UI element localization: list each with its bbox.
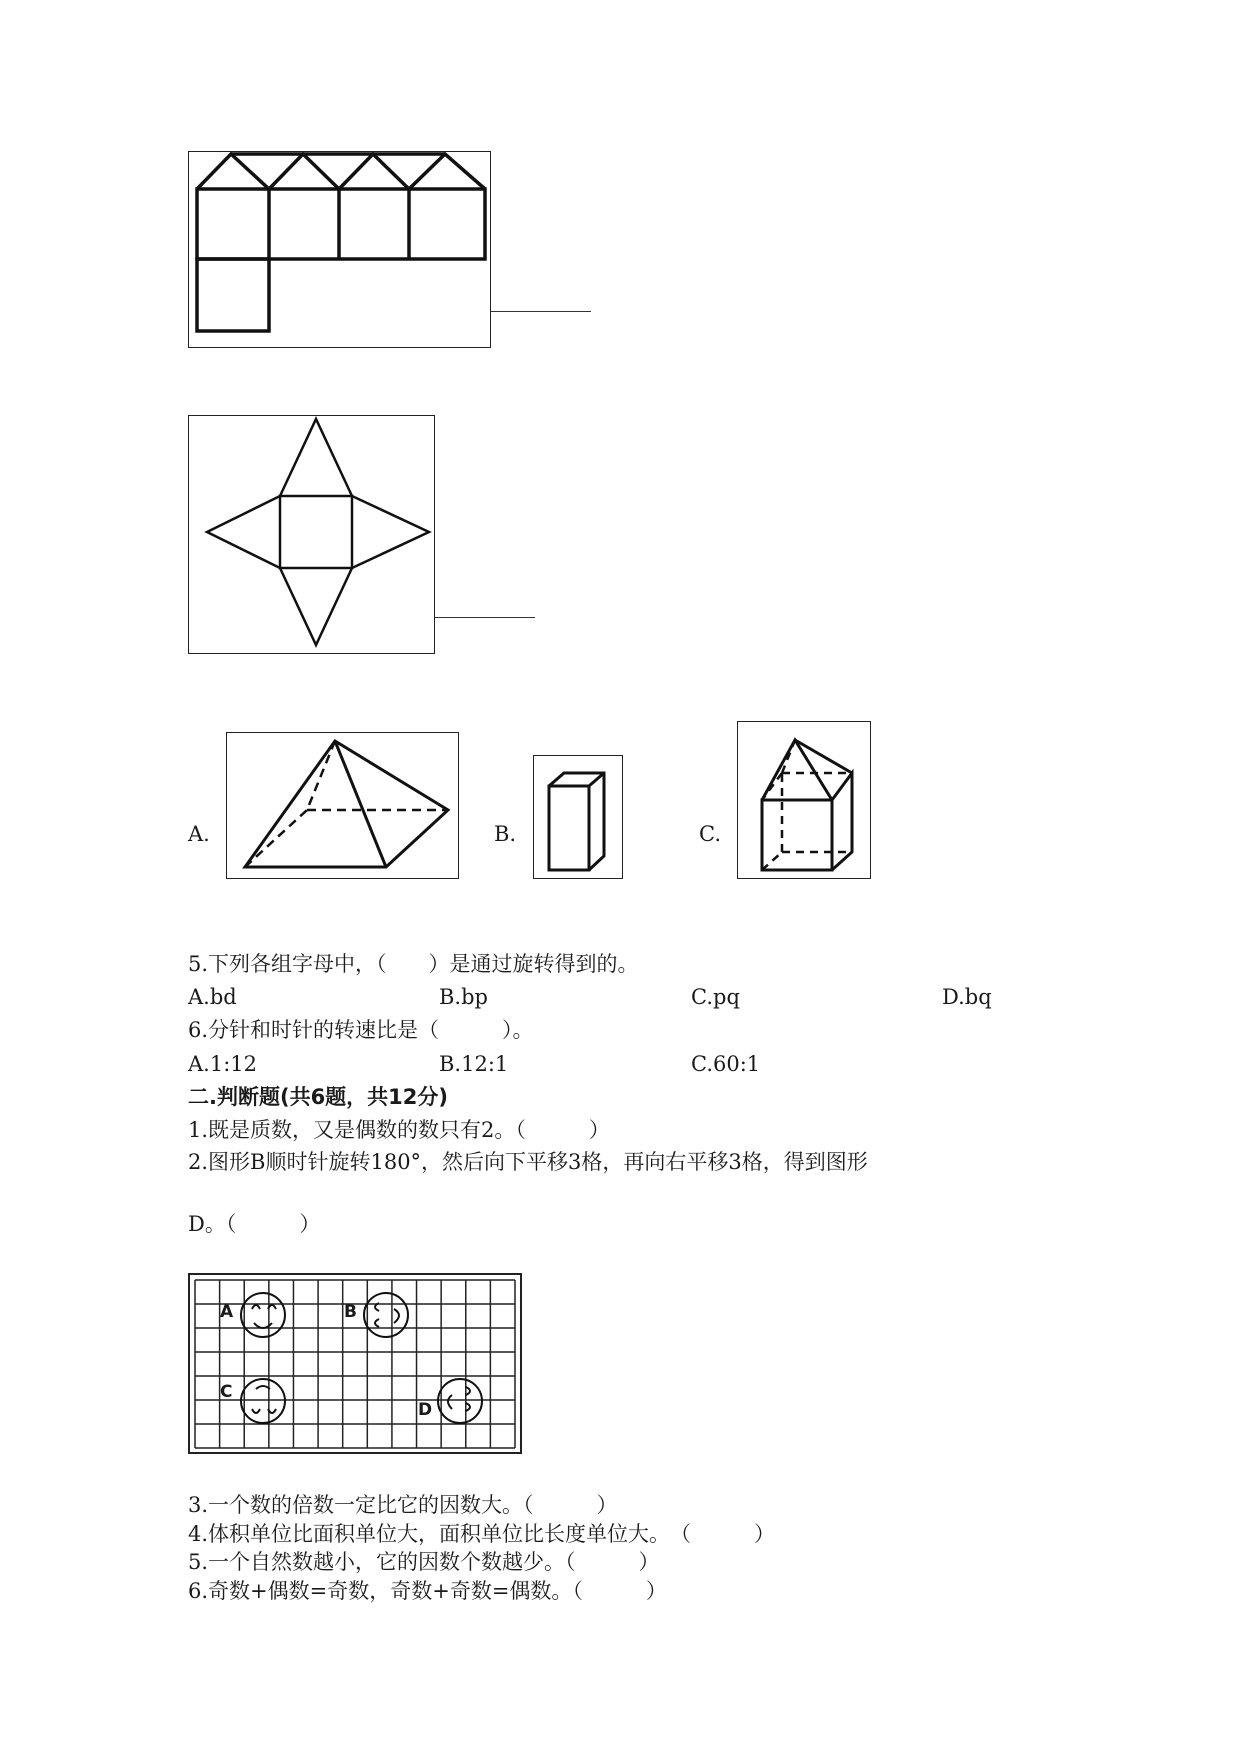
figure-pyramid-net	[188, 415, 435, 654]
question-6-text: 6.分针和时针的转速比是（ ）。	[188, 1018, 534, 1042]
q5-option-d[interactable]: D.bq	[942, 985, 992, 1009]
q5-option-a[interactable]: A.bd	[188, 985, 237, 1009]
question-5-text: 5.下列各组字母中，（ ）是通过旋转得到的。	[188, 952, 639, 976]
pyramid-drawing	[227, 733, 460, 880]
q6-option-c[interactable]: C.60:1	[691, 1052, 761, 1076]
figure-option-a-pyramid[interactable]	[226, 732, 459, 879]
option-a-label: A.	[188, 822, 210, 846]
q5-option-b[interactable]: B.bp	[439, 985, 488, 1009]
option-b-label: B.	[494, 822, 517, 846]
q5-option-c[interactable]: C.pq	[691, 985, 740, 1009]
answer-line-2[interactable]	[435, 617, 535, 618]
prism-net-drawing	[189, 152, 492, 349]
answer-line-1[interactable]	[491, 311, 591, 312]
section-judge-title: 二.判断题(共6题，共12分)	[188, 1085, 449, 1109]
judge-question-2-line-2: D。（ ）	[188, 1212, 321, 1236]
shape-b-circle	[364, 1293, 408, 1337]
judge-question-2-line-1: 2.图形B顺时针旋转180°，然后向下平移3格，再向右平移3格，得到图形	[188, 1150, 868, 1174]
judge-question-3: 3.一个数的倍数一定比它的因数大。（ ）	[188, 1493, 618, 1517]
cuboid-drawing	[534, 756, 624, 880]
shape-a-circle	[241, 1293, 285, 1337]
figure-rotation-grid	[188, 1273, 522, 1454]
figure-prism-net	[188, 151, 491, 348]
grid-label-d: D	[418, 1400, 433, 1420]
pyramid-net-drawing	[189, 416, 436, 655]
shape-d-circle	[438, 1379, 482, 1423]
judge-question-1: 1.既是质数，又是偶数的数只有2。（ ）	[188, 1118, 610, 1142]
grid-label-c: C	[220, 1382, 233, 1402]
judge-question-5: 5.一个自然数越小，它的因数个数越少。（ ）	[188, 1550, 660, 1574]
judge-question-4: 4.体积单位比面积单位大，面积单位比长度单位大。 （ ）	[188, 1522, 776, 1546]
judge-question-6: 6.奇数+偶数=奇数，奇数+奇数=偶数。（ ）	[188, 1579, 667, 1603]
option-c-label: C.	[699, 822, 721, 846]
figure-option-c-house[interactable]	[737, 721, 871, 879]
grid-label-b: B	[344, 1302, 357, 1322]
grid-label-a: A	[220, 1302, 234, 1322]
house-solid-drawing	[738, 722, 872, 880]
figure-option-b-cuboid[interactable]	[533, 755, 623, 879]
q6-option-a[interactable]: A.1:12	[188, 1052, 257, 1076]
q6-option-b[interactable]: B.12:1	[439, 1052, 509, 1076]
